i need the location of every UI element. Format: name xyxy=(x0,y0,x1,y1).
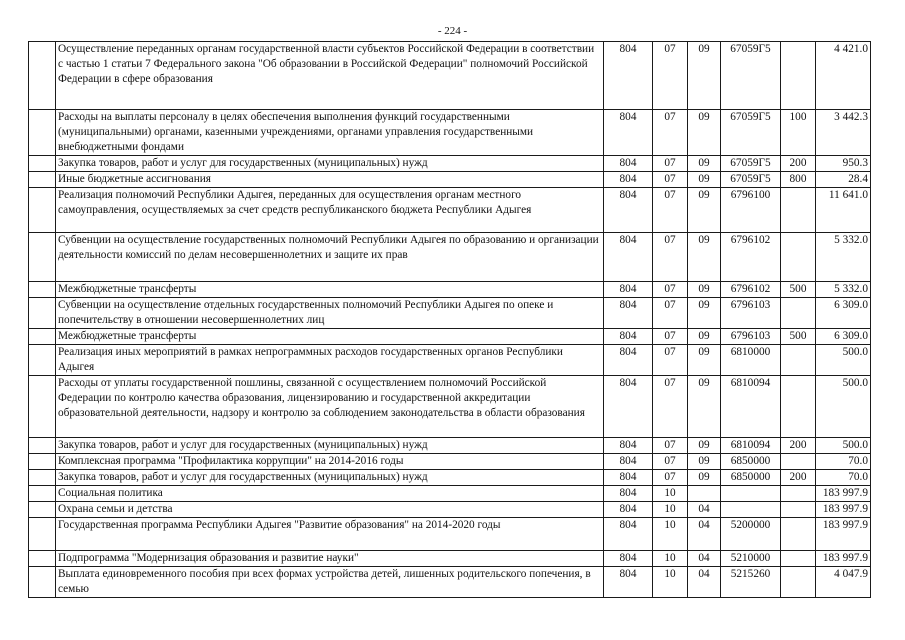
row-section: 07 xyxy=(653,470,688,486)
row-ved: 804 xyxy=(604,376,653,438)
row-sum: 11 641.0 xyxy=(816,188,871,233)
row-ved: 804 xyxy=(604,486,653,502)
row-sum: 500.0 xyxy=(816,438,871,454)
row-target-article: 6810094 xyxy=(721,438,781,454)
row-section: 07 xyxy=(653,376,688,438)
row-target-article: 67059Г5 xyxy=(721,110,781,156)
row-subsection: 09 xyxy=(688,110,721,156)
row-ved: 804 xyxy=(604,233,653,282)
row-name: Закупка товаров, работ и услуг для государственных (муниципальных) нужд xyxy=(56,438,604,454)
row-sum: 5 332.0 xyxy=(816,282,871,298)
table-row xyxy=(29,172,871,188)
row-sum: 500.0 xyxy=(816,345,871,376)
table-row xyxy=(29,502,871,518)
row-name: Осуществление переданных органам государственной власти субъектов Российской Федерации в соответствии с частью 1 статьи 7 Федерального закона "Об образовании в Российской Федерации" полномочий Российской Федерации в сфере образования xyxy=(56,42,604,110)
row-subsection: 09 xyxy=(688,188,721,233)
row-sum: 500.0 xyxy=(816,376,871,438)
row-target-article: 67059Г5 xyxy=(721,156,781,172)
row-section: 10 xyxy=(653,551,688,567)
row-ved: 804 xyxy=(604,454,653,470)
row-sum: 183 997.9 xyxy=(816,551,871,567)
row-name: Иные бюджетные ассигнования xyxy=(56,172,604,188)
row-ved: 804 xyxy=(604,438,653,454)
row-expense-type: 100 xyxy=(781,110,816,156)
row-sum: 4 047.9 xyxy=(816,567,871,598)
row-subsection: 09 xyxy=(688,454,721,470)
row-ved: 804 xyxy=(604,298,653,329)
row-ved: 804 xyxy=(604,110,653,156)
row-name: Расходы на выплаты персоналу в целях обеспечения выполнения функций государственными (муниципальными) органами, казенными учреждениями, органами управления государственными внебюджетными фондами xyxy=(56,110,604,156)
row-target-article: 6796102 xyxy=(721,282,781,298)
row-name: Реализация полномочий Республики Адыгея, переданных для осуществления органам местного самоуправления, осуществляемых за счет средств республиканского бюджета Республики Адыгея xyxy=(56,188,604,233)
row-ved: 804 xyxy=(604,502,653,518)
row-expense-type xyxy=(781,486,816,502)
row-section: 07 xyxy=(653,42,688,110)
row-ved: 804 xyxy=(604,172,653,188)
table-row xyxy=(29,282,871,298)
row-name: Закупка товаров, работ и услуг для государственных (муниципальных) нужд xyxy=(56,470,604,486)
row-sum: 183 997.9 xyxy=(816,518,871,551)
row-sum: 6 309.0 xyxy=(816,329,871,345)
row-subsection: 04 xyxy=(688,551,721,567)
row-sum: 5 332.0 xyxy=(816,233,871,282)
row-section: 07 xyxy=(653,329,688,345)
row-target-article: 67059Г5 xyxy=(721,172,781,188)
row-target-article xyxy=(721,486,781,502)
row-section: 07 xyxy=(653,110,688,156)
row-section: 10 xyxy=(653,486,688,502)
table-row xyxy=(29,329,871,345)
row-expense-type xyxy=(781,376,816,438)
row-sum: 3 442.3 xyxy=(816,110,871,156)
row-target-article: 67059Г5 xyxy=(721,42,781,110)
row-expense-type xyxy=(781,502,816,518)
row-expense-type xyxy=(781,233,816,282)
row-target-article: 6810000 xyxy=(721,345,781,376)
row-sum: 4 421.0 xyxy=(816,42,871,110)
table-row xyxy=(29,454,871,470)
row-expense-type: 200 xyxy=(781,470,816,486)
table-row xyxy=(29,567,871,598)
row-subsection: 04 xyxy=(688,567,721,598)
row-target-article: 6796100 xyxy=(721,188,781,233)
row-expense-type: 500 xyxy=(781,329,816,345)
row-name: Охрана семьи и детства xyxy=(56,502,604,518)
row-name: Межбюджетные трансферты xyxy=(56,282,604,298)
table-row xyxy=(29,486,871,502)
row-target-article: 6850000 xyxy=(721,454,781,470)
row-name: Субвенции на осуществление отдельных государственных полномочий Республики Адыгея по опеке и попечительству в отношении несовершеннолетних лиц xyxy=(56,298,604,329)
row-section: 07 xyxy=(653,282,688,298)
row-ved: 804 xyxy=(604,551,653,567)
row-name: Комплексная программа "Профилактика коррупции" на 2014-2016 годы xyxy=(56,454,604,470)
row-target-article: 6796102 xyxy=(721,233,781,282)
row-target-article: 6850000 xyxy=(721,470,781,486)
row-ved: 804 xyxy=(604,156,653,172)
row-sum: 6 309.0 xyxy=(816,298,871,329)
row-section: 07 xyxy=(653,345,688,376)
row-target-article: 5215260 xyxy=(721,567,781,598)
row-ved: 804 xyxy=(604,345,653,376)
table-row xyxy=(29,438,871,454)
row-sum: 70.0 xyxy=(816,470,871,486)
table-row xyxy=(29,345,871,376)
row-expense-type: 500 xyxy=(781,282,816,298)
table-row xyxy=(29,188,871,233)
row-section: 10 xyxy=(653,567,688,598)
table-row xyxy=(29,470,871,486)
row-section: 07 xyxy=(653,233,688,282)
row-section: 07 xyxy=(653,156,688,172)
row-section: 07 xyxy=(653,438,688,454)
row-expense-type: 200 xyxy=(781,156,816,172)
row-subsection: 09 xyxy=(688,156,721,172)
row-name: Субвенции на осуществление государственных полномочий Республики Адыгея по образованию и организации деятельности комиссий по делам несовершеннолетних и защите их прав xyxy=(56,233,604,282)
row-subsection: 09 xyxy=(688,345,721,376)
row-name: Расходы от уплаты государственной пошлины, связанной с осуществлением полномочий Российской Федерации по контролю качества образования, лицензированию и государственной аккредитации образовательной деятельности, надзору и контролю за соблюдением законодательства в области образования xyxy=(56,376,604,438)
row-subsection: 09 xyxy=(688,376,721,438)
row-name: Межбюджетные трансферты xyxy=(56,329,604,345)
row-ved: 804 xyxy=(604,518,653,551)
row-sum: 28.4 xyxy=(816,172,871,188)
row-name: Выплата единовременного пособия при всех формах устройства детей, лишенных родительского попечения, в семью xyxy=(56,567,604,598)
row-sum: 950.3 xyxy=(816,156,871,172)
row-subsection: 09 xyxy=(688,42,721,110)
table-row xyxy=(29,156,871,172)
row-subsection: 09 xyxy=(688,329,721,345)
row-subsection: 09 xyxy=(688,298,721,329)
row-subsection: 09 xyxy=(688,172,721,188)
row-ved: 804 xyxy=(604,329,653,345)
row-expense-type: 800 xyxy=(781,172,816,188)
row-section: 07 xyxy=(653,454,688,470)
row-target-article: 6796103 xyxy=(721,298,781,329)
row-ved: 804 xyxy=(604,470,653,486)
table-row xyxy=(29,551,871,567)
table-row xyxy=(29,376,871,438)
table-row xyxy=(29,110,871,156)
row-subsection: 09 xyxy=(688,233,721,282)
row-expense-type: 200 xyxy=(781,438,816,454)
row-expense-type xyxy=(781,188,816,233)
row-expense-type xyxy=(781,42,816,110)
table-row xyxy=(29,233,871,282)
row-name: Закупка товаров, работ и услуг для государственных (муниципальных) нужд xyxy=(56,156,604,172)
row-section: 07 xyxy=(653,298,688,329)
page-number: - 224 - xyxy=(437,25,468,37)
row-expense-type xyxy=(781,518,816,551)
row-target-article: 5210000 xyxy=(721,551,781,567)
row-expense-type xyxy=(781,298,816,329)
row-expense-type xyxy=(781,454,816,470)
row-section: 10 xyxy=(653,502,688,518)
budget-table xyxy=(28,41,871,598)
row-ved: 804 xyxy=(604,567,653,598)
row-sum: 183 997.9 xyxy=(816,486,871,502)
row-ved: 804 xyxy=(604,42,653,110)
row-sum: 183 997.9 xyxy=(816,502,871,518)
row-section: 07 xyxy=(653,188,688,233)
table-row xyxy=(29,42,871,110)
row-target-article: 6796103 xyxy=(721,329,781,345)
table-row xyxy=(29,518,871,551)
row-ved: 804 xyxy=(604,188,653,233)
row-target-article xyxy=(721,502,781,518)
table-row xyxy=(29,298,871,329)
row-name: Реализация иных мероприятий в рамках непрограммных расходов государственных органов Республики Адыгея xyxy=(56,345,604,376)
row-target-article: 5200000 xyxy=(721,518,781,551)
row-subsection: 04 xyxy=(688,502,721,518)
row-expense-type xyxy=(781,567,816,598)
row-subsection: 09 xyxy=(688,470,721,486)
row-section: 07 xyxy=(653,172,688,188)
row-name: Социальная политика xyxy=(56,486,604,502)
row-expense-type xyxy=(781,551,816,567)
row-ved: 804 xyxy=(604,282,653,298)
row-subsection xyxy=(688,486,721,502)
row-expense-type xyxy=(781,345,816,376)
row-name: Подпрограмма "Модернизация образования и развитие науки" xyxy=(56,551,604,567)
row-sum: 70.0 xyxy=(816,454,871,470)
row-subsection: 09 xyxy=(688,282,721,298)
row-subsection: 09 xyxy=(688,438,721,454)
row-target-article: 6810094 xyxy=(721,376,781,438)
row-name: Государственная программа Республики Адыгея "Развитие образования" на 2014-2020 годы xyxy=(56,518,604,551)
row-section: 10 xyxy=(653,518,688,551)
row-subsection: 04 xyxy=(688,518,721,551)
